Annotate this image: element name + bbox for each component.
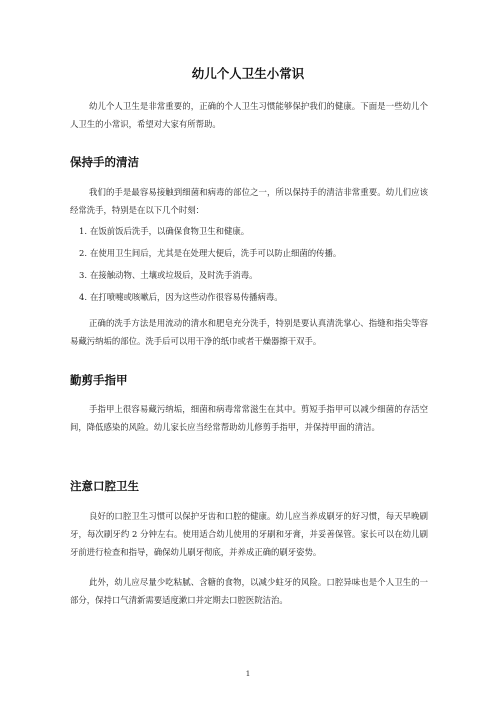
intro-paragraph: 幼儿个人卫生是非常重要的，正确的个人卫生习惯能够保护我们的健康。下面是一些幼儿个人卫生的小常识，希望对大家有所帮助。 bbox=[70, 101, 428, 129]
page-number: 1 bbox=[245, 669, 251, 678]
list-item-text: 在使用卫生间后，尤其是在处理大便后，洗手可以防止细菌的传播。 bbox=[90, 248, 342, 258]
document-title: 幼儿个人卫生小常识 bbox=[191, 66, 305, 81]
section-heading-oral-hygiene: 注意口腔卫生 bbox=[70, 479, 139, 493]
list-item-text: 在打喷嚏或咳嗽后，因为这些动作很容易传播病毒。 bbox=[90, 292, 283, 302]
nail-trimming-paragraph: 手指甲上很容易藏污纳垢，细菌和病毒常常滋生在其中。剪短手指甲可以减少细菌的存活空间，降低感染的风险。幼儿家长应当经常帮助幼儿修剪手指甲，并保持甲面的清洁。 bbox=[70, 404, 428, 432]
list-item-text: 在饭前饭后洗手，以确保食物卫生和健康。 bbox=[90, 226, 250, 236]
section-heading-nail-trimming: 勤剪手指甲 bbox=[70, 373, 128, 387]
list-item-number: 1. bbox=[79, 226, 87, 236]
list-item-number: 3. bbox=[79, 270, 87, 280]
list-item-number: 4. bbox=[79, 292, 87, 302]
list-item-text: 在接触动物、土壤或垃圾后，及时洗手消毒。 bbox=[90, 270, 258, 280]
hand-cleaning-paragraph: 我们的手是最容易接触到细菌和病毒的部位之一，所以保持手的清洁非常重要。幼儿们应该经常洗手，特别是在以下几个时刻： bbox=[70, 187, 428, 215]
oral-hygiene-paragraph: 良好的口腔卫生习惯可以保护牙齿和口腔的健康。幼儿应当养成刷牙的好习惯，每天早晚刷牙，每次刷牙约 2 分钟左右。使用适合幼儿使用的牙刷和牙膏，并妥善保管。家长可以在幼儿刷牙前进行检查和指导，确保幼儿刷牙彻底，并养成正确的刷牙姿势。 bbox=[70, 511, 428, 557]
section-heading-hand-cleaning: 保持手的清洁 bbox=[70, 155, 139, 169]
diet-paragraph: 此外，幼儿应尽量少吃粘腻、含糖的食物，以减少蛀牙的风险。口腔异味也是个人卫生的一部分，保持口气清新需要适度漱口并定期去口腔医院洁治。 bbox=[70, 577, 428, 605]
list-item-number: 2. bbox=[79, 248, 87, 258]
hand-washing-method-paragraph: 正确的洗手方法是用流动的清水和肥皂充分洗手，特别是要认真清洗掌心、指缝和指尖等容易藏污纳垢的部位。洗手后可以用干净的纸巾或者干燥器擦干双手。 bbox=[70, 318, 428, 346]
